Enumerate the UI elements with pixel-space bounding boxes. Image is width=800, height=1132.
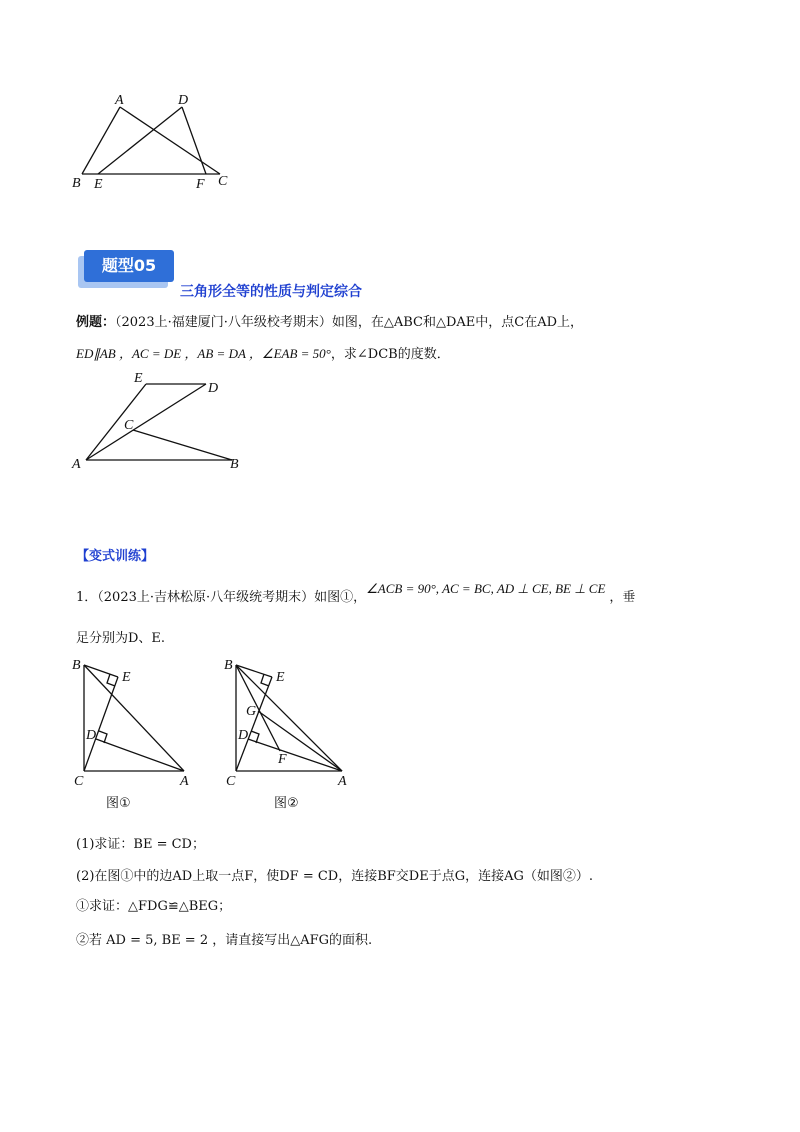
section-badge	[78, 250, 174, 288]
label-d: D	[178, 93, 189, 108]
label-e: E	[94, 177, 103, 190]
figure-2-geometry	[218, 655, 358, 815]
label-g: G	[246, 704, 257, 719]
label-d: D	[86, 728, 97, 743]
q1-prefix: 1．（2023上·吉林松原·八年级统考期末）如图①，	[76, 590, 367, 605]
label-b: B	[72, 176, 81, 190]
example-geometry-figure	[66, 368, 266, 478]
label-b: B	[230, 457, 239, 472]
label-c: C	[74, 774, 84, 789]
segment-da	[248, 739, 342, 771]
label-f: F	[278, 752, 287, 767]
q1-line-1	[76, 581, 636, 607]
label-e: E	[134, 371, 143, 386]
label-e: E	[122, 670, 131, 685]
label-a: A	[115, 93, 124, 108]
segment-ga	[258, 711, 342, 771]
figure-1-caption: 图①	[106, 796, 131, 811]
label-c: C	[218, 174, 228, 189]
section-title: 三角形全等的性质与判定综合	[180, 284, 362, 300]
figure-2-caption: 图②	[274, 796, 299, 811]
label-d: D	[208, 381, 219, 396]
segment-da	[96, 739, 184, 771]
segment-ce	[84, 677, 118, 771]
part-2: (2)在图①中的边AD上取一点F，使DF = CD，连接BF交DE于点G，连接AG（如图②）.	[76, 869, 593, 884]
figure-1-geometry	[66, 655, 206, 815]
label-d: D	[238, 728, 249, 743]
segment-ae	[86, 384, 146, 460]
label-a: A	[180, 774, 189, 789]
label-a: A	[72, 457, 81, 472]
segment-bc	[133, 430, 232, 460]
example-question: ，求∠DCB的度数．	[330, 347, 450, 362]
top-geometry-figure	[60, 90, 240, 190]
part-1: (1)求证：BE = CD；	[76, 837, 205, 852]
segment-ba	[82, 107, 120, 174]
example-conditions: ED∥AB ，AC = DE ，AB = DA ，∠EAB = 50°	[76, 346, 331, 361]
q1-line-2: 足分别为D、E.	[76, 631, 166, 646]
part-2a: ①求证：△FDG≌△BEG；	[76, 899, 232, 914]
variant-heading: 【变式训练】	[76, 549, 155, 564]
label-e: E	[276, 670, 285, 685]
label-b: B	[72, 658, 81, 673]
example-line-1	[76, 314, 583, 332]
q1-conditions: ∠ACB = 90°, AC = BC, AD ⊥ CE, BE ⊥ CE	[366, 581, 606, 596]
label-b: B	[224, 658, 233, 673]
segment-da	[86, 384, 206, 460]
label-a: A	[338, 774, 347, 789]
segment-ba	[84, 665, 184, 771]
label-c: C	[226, 774, 236, 789]
example-text-1: （2023上·福建厦门·八年级校考期末）如图，在△ABC和△DAE中，点C在AD上，	[115, 315, 584, 330]
example-label: 例题：	[76, 315, 116, 330]
segment-df	[182, 107, 206, 174]
badge-label: 题型05	[101, 256, 157, 275]
label-c: C	[124, 418, 134, 433]
label-f: F	[196, 177, 205, 190]
q1-suffix: ，垂	[609, 590, 636, 605]
example-line-2	[76, 345, 450, 364]
part-2b: ②若 AD = 5, BE = 2 ，请直接写出△AFG的面积.	[76, 933, 373, 948]
